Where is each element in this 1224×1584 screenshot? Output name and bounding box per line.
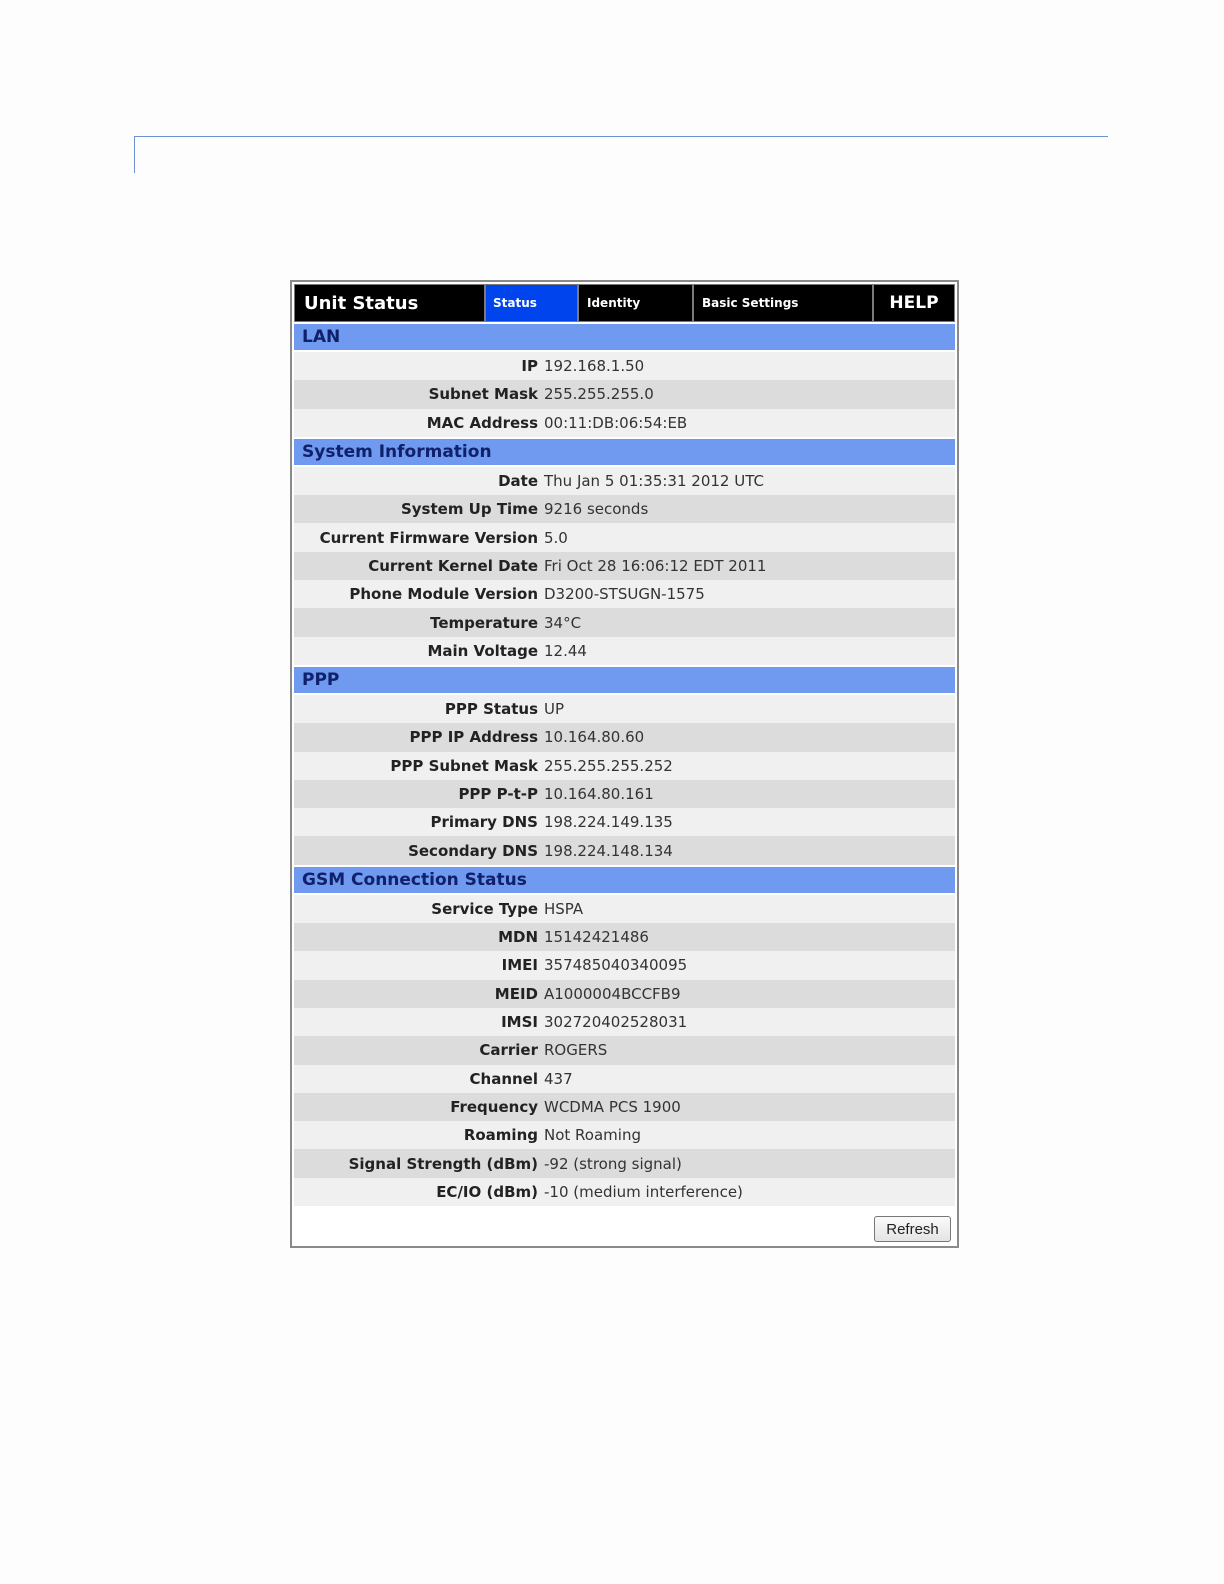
row-label: Phone Module Version bbox=[349, 585, 538, 604]
row-label: PPP P-t-P bbox=[458, 785, 538, 803]
row-value: 9216 seconds bbox=[544, 500, 649, 519]
row-label: MEID bbox=[494, 984, 538, 1003]
row-value: 15142421486 bbox=[544, 928, 649, 947]
table-row bbox=[294, 467, 955, 495]
row-value: 192.168.1.50 bbox=[544, 357, 645, 376]
row-value: 437 bbox=[544, 1069, 573, 1088]
table-row bbox=[294, 637, 955, 665]
table-row bbox=[294, 723, 955, 751]
table-row bbox=[294, 608, 955, 636]
row-value: UP bbox=[544, 700, 565, 719]
section-header: GSM Connection Status bbox=[294, 867, 955, 893]
table-row bbox=[294, 836, 955, 864]
table-row bbox=[294, 409, 955, 437]
section-header: System Information bbox=[294, 439, 955, 465]
table-row bbox=[294, 980, 955, 1008]
status-sections bbox=[294, 324, 955, 1206]
row-value: 10.164.80.60 bbox=[544, 728, 645, 747]
table-row bbox=[294, 380, 955, 408]
row-value: D3200-STSUGN-1575 bbox=[544, 585, 705, 604]
row-label: Primary DNS bbox=[430, 813, 538, 832]
row-label: IMEI bbox=[501, 956, 538, 975]
table-row bbox=[294, 808, 955, 836]
row-label: Signal Strength (dBm) bbox=[348, 1154, 538, 1173]
table-row bbox=[294, 580, 955, 608]
tab-identity[interactable]: Identity bbox=[579, 285, 694, 321]
row-value: Thu Jan 5 01:35:31 2012 UTC bbox=[544, 472, 764, 491]
row-label: PPP IP Address bbox=[409, 728, 538, 747]
row-label: MAC Address bbox=[426, 413, 538, 432]
row-label: Frequency bbox=[450, 1097, 538, 1116]
refresh-button[interactable]: Refresh bbox=[874, 1216, 951, 1242]
row-value: 198.224.148.134 bbox=[544, 841, 673, 860]
row-value: A1000004BCCFB9 bbox=[544, 984, 681, 1003]
row-label: Carrier bbox=[479, 1041, 538, 1060]
row-value: Fri Oct 28 16:06:12 EDT 2011 bbox=[544, 556, 767, 575]
row-label: Current Kernel Date bbox=[368, 556, 538, 575]
section-header: PPP bbox=[294, 667, 955, 693]
table-row bbox=[294, 752, 955, 780]
row-value: 357485040340095 bbox=[544, 956, 688, 975]
tab-help[interactable]: HELP bbox=[889, 293, 939, 313]
row-value: ROGERS bbox=[544, 1041, 608, 1060]
row-label: PPP Status bbox=[444, 700, 538, 719]
table-row bbox=[294, 1008, 955, 1036]
row-label: Service Type bbox=[431, 899, 538, 918]
row-label: MDN bbox=[498, 928, 538, 947]
row-label: Roaming bbox=[463, 1126, 538, 1145]
row-label: Main Voltage bbox=[427, 641, 538, 660]
row-value: 302720402528031 bbox=[544, 1013, 688, 1032]
row-value: HSPA bbox=[544, 899, 584, 918]
row-value: 00:11:DB:06:54:EB bbox=[544, 413, 688, 432]
table-row bbox=[294, 895, 955, 923]
row-value: -92 (strong signal) bbox=[544, 1154, 682, 1173]
table-row bbox=[294, 1149, 955, 1177]
row-label: Subnet Mask bbox=[428, 385, 538, 404]
row-label: IP bbox=[521, 357, 538, 376]
table-row bbox=[294, 951, 955, 979]
table-row bbox=[294, 923, 955, 951]
row-value: -10 (medium interference) bbox=[544, 1182, 743, 1201]
row-value: Not Roaming bbox=[544, 1126, 641, 1145]
section-rows bbox=[294, 352, 955, 437]
tab-status[interactable]: Status bbox=[486, 285, 579, 321]
table-row bbox=[294, 780, 955, 808]
table-row bbox=[294, 352, 955, 380]
row-value: 10.164.80.161 bbox=[544, 785, 654, 803]
unit-status-panel bbox=[290, 280, 959, 1248]
row-label: IMSI bbox=[501, 1013, 538, 1032]
panel-footer bbox=[874, 1216, 951, 1242]
section-header: LAN bbox=[294, 324, 955, 350]
row-label: Channel bbox=[469, 1069, 538, 1088]
row-label: Temperature bbox=[430, 613, 538, 632]
table-row bbox=[294, 523, 955, 551]
tab-basic-settings[interactable]: Basic Settings bbox=[694, 285, 874, 321]
row-value: 255.255.255.252 bbox=[544, 756, 673, 775]
table-row bbox=[294, 495, 955, 523]
page-header-rule bbox=[134, 136, 1108, 173]
row-label: System Up Time bbox=[400, 500, 538, 519]
row-value: 5.0 bbox=[544, 528, 568, 547]
row-label: EC/IO (dBm) bbox=[436, 1182, 538, 1201]
tab-bar bbox=[294, 284, 955, 322]
row-label: Current Firmware Version bbox=[319, 528, 538, 547]
section-rows bbox=[294, 467, 955, 665]
row-value: WCDMA PCS 1900 bbox=[544, 1097, 681, 1116]
table-row bbox=[294, 1121, 955, 1149]
row-value: 255.255.255.0 bbox=[544, 385, 654, 404]
section-rows bbox=[294, 895, 955, 1206]
row-label: Date bbox=[498, 472, 538, 491]
table-row bbox=[294, 695, 955, 723]
section-rows bbox=[294, 695, 955, 865]
row-value: 198.224.149.135 bbox=[544, 813, 673, 832]
panel-title: Unit Status bbox=[295, 285, 486, 321]
row-label: Secondary DNS bbox=[408, 841, 538, 860]
row-value: 12.44 bbox=[544, 641, 587, 660]
table-row bbox=[294, 1093, 955, 1121]
table-row bbox=[294, 1065, 955, 1093]
table-row bbox=[294, 552, 955, 580]
row-label: PPP Subnet Mask bbox=[390, 756, 538, 775]
table-row bbox=[294, 1178, 955, 1206]
row-value: 34°C bbox=[544, 613, 582, 632]
table-row bbox=[294, 1036, 955, 1064]
